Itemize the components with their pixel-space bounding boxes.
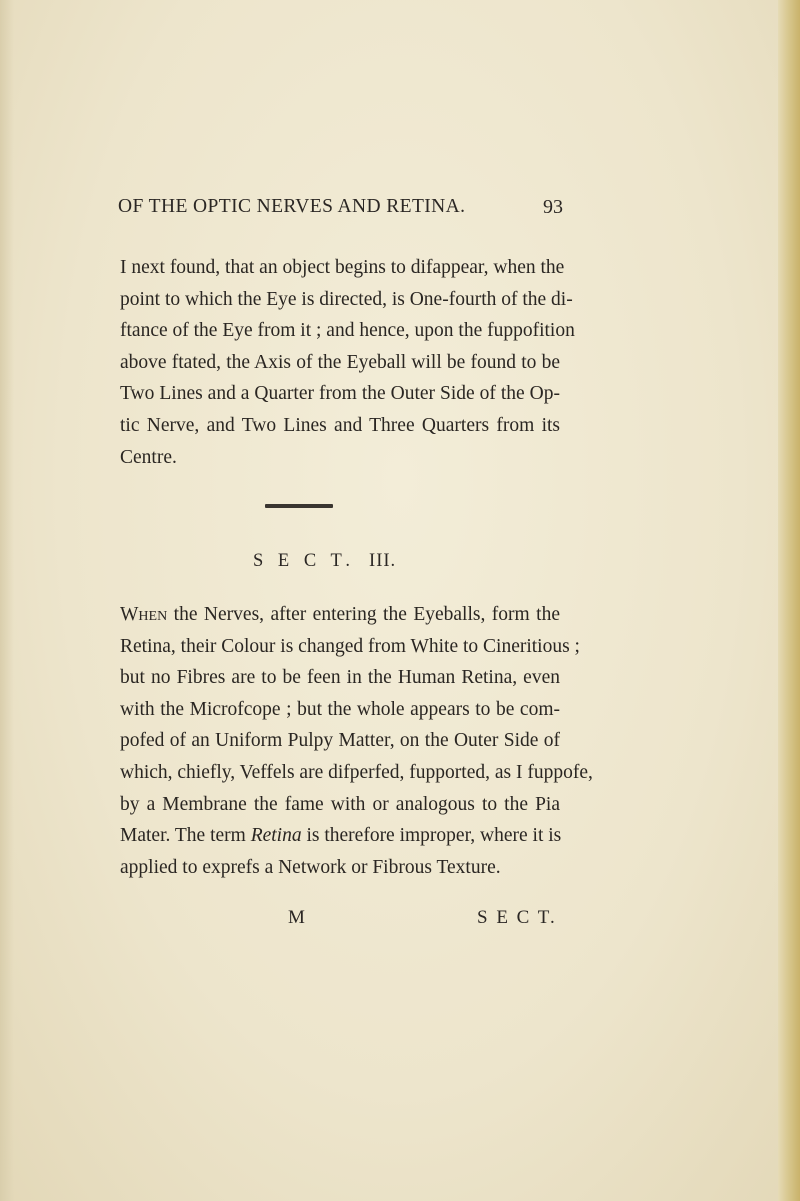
running-title: OF THE OPTIC NERVES AND RETINA.: [118, 196, 466, 217]
text-line: I next found, that an object begins to difappear, when the: [120, 257, 565, 278]
text-line: but no Fibres are to be feen in the Human Retina, even: [120, 667, 560, 689]
page-edge: [778, 0, 800, 1201]
text-line: tic Nerve, and Two Lines and Three Quarters from its: [120, 414, 560, 436]
text-line: Mater. The term Retina is therefore improper, where it is: [120, 825, 562, 847]
section-divider-rule: [265, 504, 333, 508]
text-line: which, chiefly, Veffels are difperfed, fupported, as I fuppofe,: [120, 761, 593, 783]
section-heading: [253, 551, 396, 572]
text-line: point to which the Eye is directed, is One-fourth of the di-: [120, 288, 573, 310]
text-line: with the Microfcope ; but the whole appears to be com-: [120, 698, 560, 720]
opening-word: When: [120, 604, 168, 625]
catchword: S E C T.: [477, 907, 557, 928]
signature-mark: M: [288, 907, 305, 928]
paragraph-2: [120, 599, 593, 883]
first-line-rest: the Nerves, after entering the Eyeballs, form the: [167, 604, 560, 625]
text-line-first: [120, 599, 560, 631]
text-line: pofed of an Uniform Pulpy Matter, on the Outer Side of: [120, 730, 560, 752]
section-label: S E C T.: [253, 551, 356, 571]
text-line: ftance of the Eye from it ; and hence, upon the fuppofition: [120, 320, 575, 342]
text-line: Centre.: [120, 446, 177, 468]
text-line: applied to exprefs a Network or Fibrous Texture.: [120, 856, 501, 878]
italic-term: Retina: [250, 825, 302, 847]
text-line: above ftated, the Axis of the Eyeball will be found to be: [120, 351, 560, 373]
text-line: Retina, their Colour is changed from White to Cineritious ;: [120, 635, 580, 657]
section-number: III.: [369, 551, 397, 571]
text-line: by a Membrane the fame with or analogous to the Pia: [120, 793, 560, 815]
page-gutter-shadow: [0, 0, 14, 1201]
page-number: 93: [543, 196, 563, 218]
text-line: Two Lines and a Quarter from the Outer Side of the Op-: [120, 383, 560, 405]
paragraph-1: [120, 252, 575, 473]
